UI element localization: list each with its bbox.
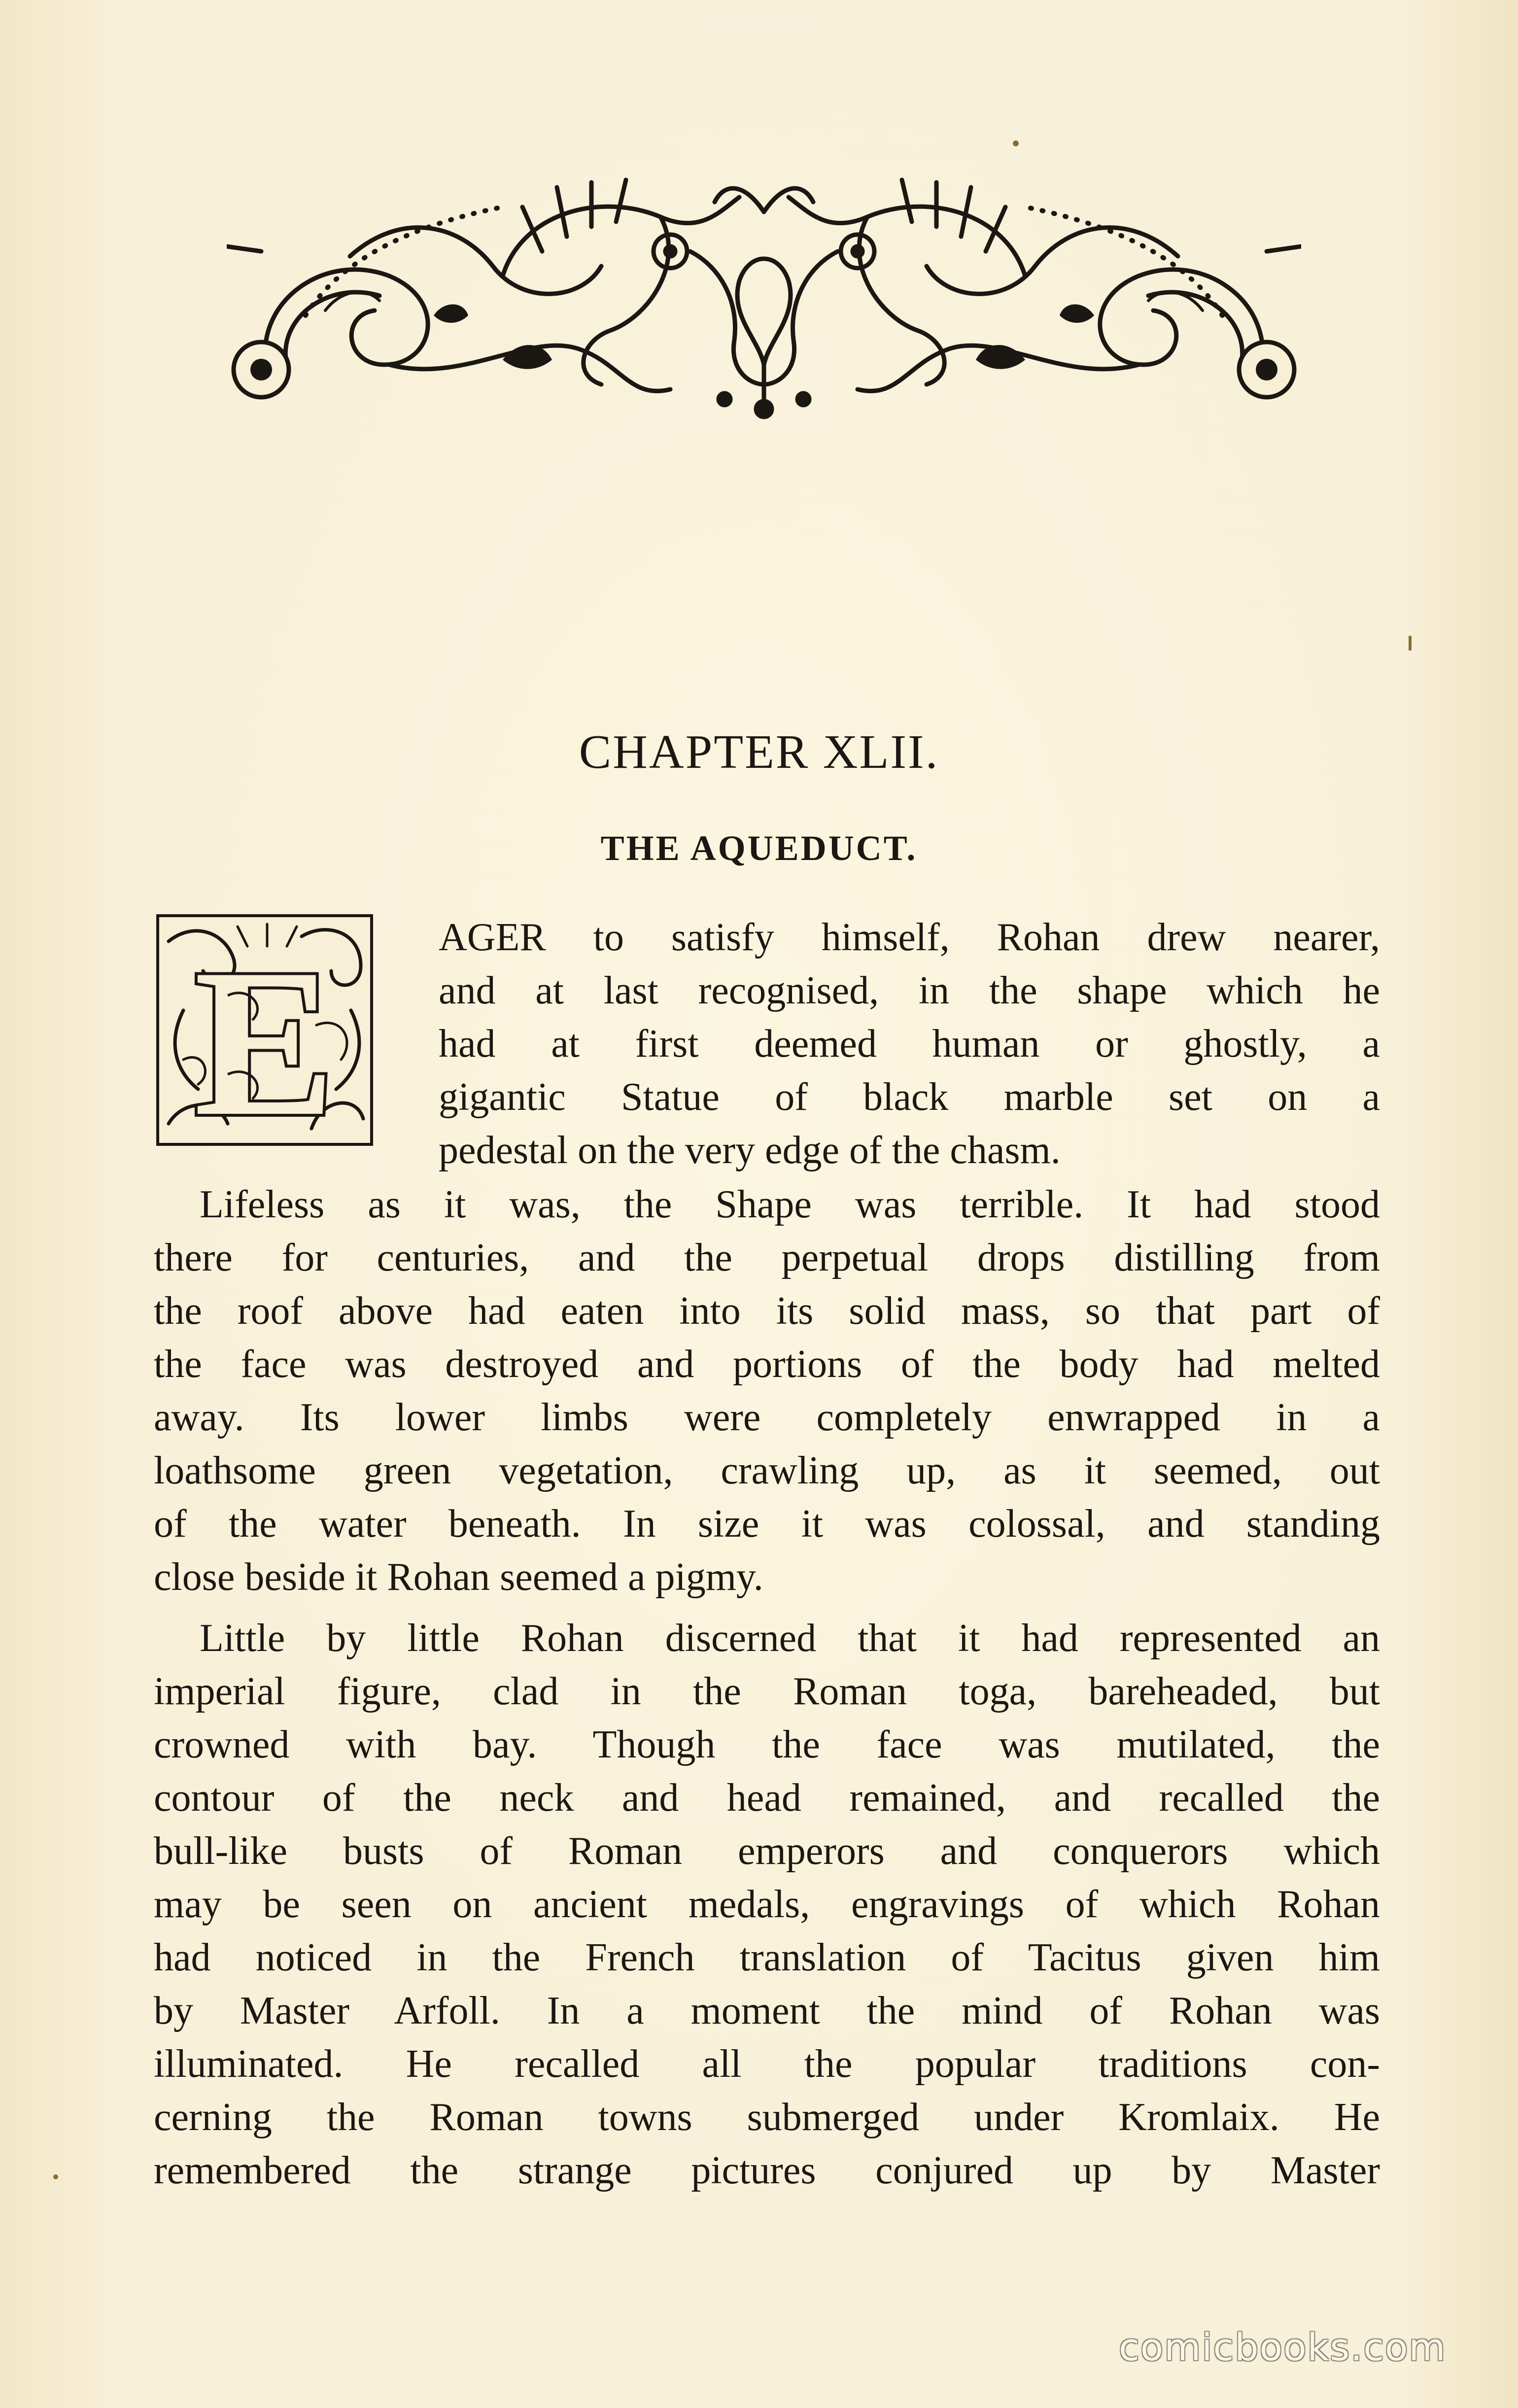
text-line: bull-like busts of Roman emperors and conquerors which	[154, 1829, 1380, 1873]
drop-cap-letter: E	[194, 926, 336, 1148]
paper-speck	[53, 2174, 58, 2179]
text-line: crowned with bay. Though the face was mutilated, the	[154, 1723, 1380, 1766]
text-line: cerning the Roman towns submerged under Kromlaix. He	[154, 2096, 1380, 2139]
illuminated-drop-cap	[154, 912, 376, 1148]
text-line: pedestal on the very edge of the chasm.	[439, 1129, 1061, 1172]
text-line: may be seen on ancient medals, engravings of which Rohan	[154, 1883, 1380, 1926]
text-line: of the water beneath. In size it was colossal, and standing	[154, 1502, 1380, 1546]
paper-speck	[1409, 636, 1412, 651]
text-line: the roof above had eaten into its solid mass, so that part of	[154, 1289, 1380, 1333]
text-line: and at last recognised, in the shape which he	[439, 969, 1380, 1012]
text-line: AGER to satisfy himself, Rohan drew nearer,	[439, 916, 1380, 959]
text-line: Lifeless as it was, the Shape was terrible. It had stood	[200, 1183, 1380, 1226]
text-line: Little by little Rohan discerned that it had represented an	[200, 1617, 1380, 1660]
chapter-title: CHAPTER XLII.	[579, 725, 939, 779]
section-title: THE AQUEDUCT.	[600, 828, 918, 868]
watermark: comicbooks.com	[1119, 2325, 1447, 2369]
text-line: imperial figure, clad in the Roman toga, bareheaded, but	[154, 1670, 1380, 1713]
text-line: away. Its lower limbs were completely enwrapped in a	[154, 1396, 1380, 1439]
paper-speck	[1013, 140, 1019, 146]
text-line: there for centuries, and the perpetual drops distilling from	[154, 1236, 1380, 1279]
text-line: by Master Arfoll. In a moment the mind of Rohan was	[154, 1989, 1380, 2032]
text-line: the face was destroyed and portions of the body had melted	[154, 1342, 1380, 1386]
ornamental-header-icon	[227, 153, 1301, 429]
text-line: had noticed in the French translation of Tacitus given him	[154, 1936, 1380, 1979]
text-line: gigantic Statue of black marble set on a	[439, 1075, 1380, 1119]
text-line: remembered the strange pictures conjured up by Master	[154, 2149, 1380, 2192]
text-line: illuminated. He recalled all the popular traditions con-	[154, 2042, 1380, 2086]
text-line: close beside it Rohan seemed a pigmy.	[154, 1555, 763, 1599]
text-line: had at first deemed human or ghostly, a	[439, 1022, 1380, 1066]
text-line: contour of the neck and head remained, and recalled the	[154, 1776, 1380, 1820]
text-line: loathsome green vegetation, crawling up, as it seemed, out	[154, 1449, 1380, 1492]
